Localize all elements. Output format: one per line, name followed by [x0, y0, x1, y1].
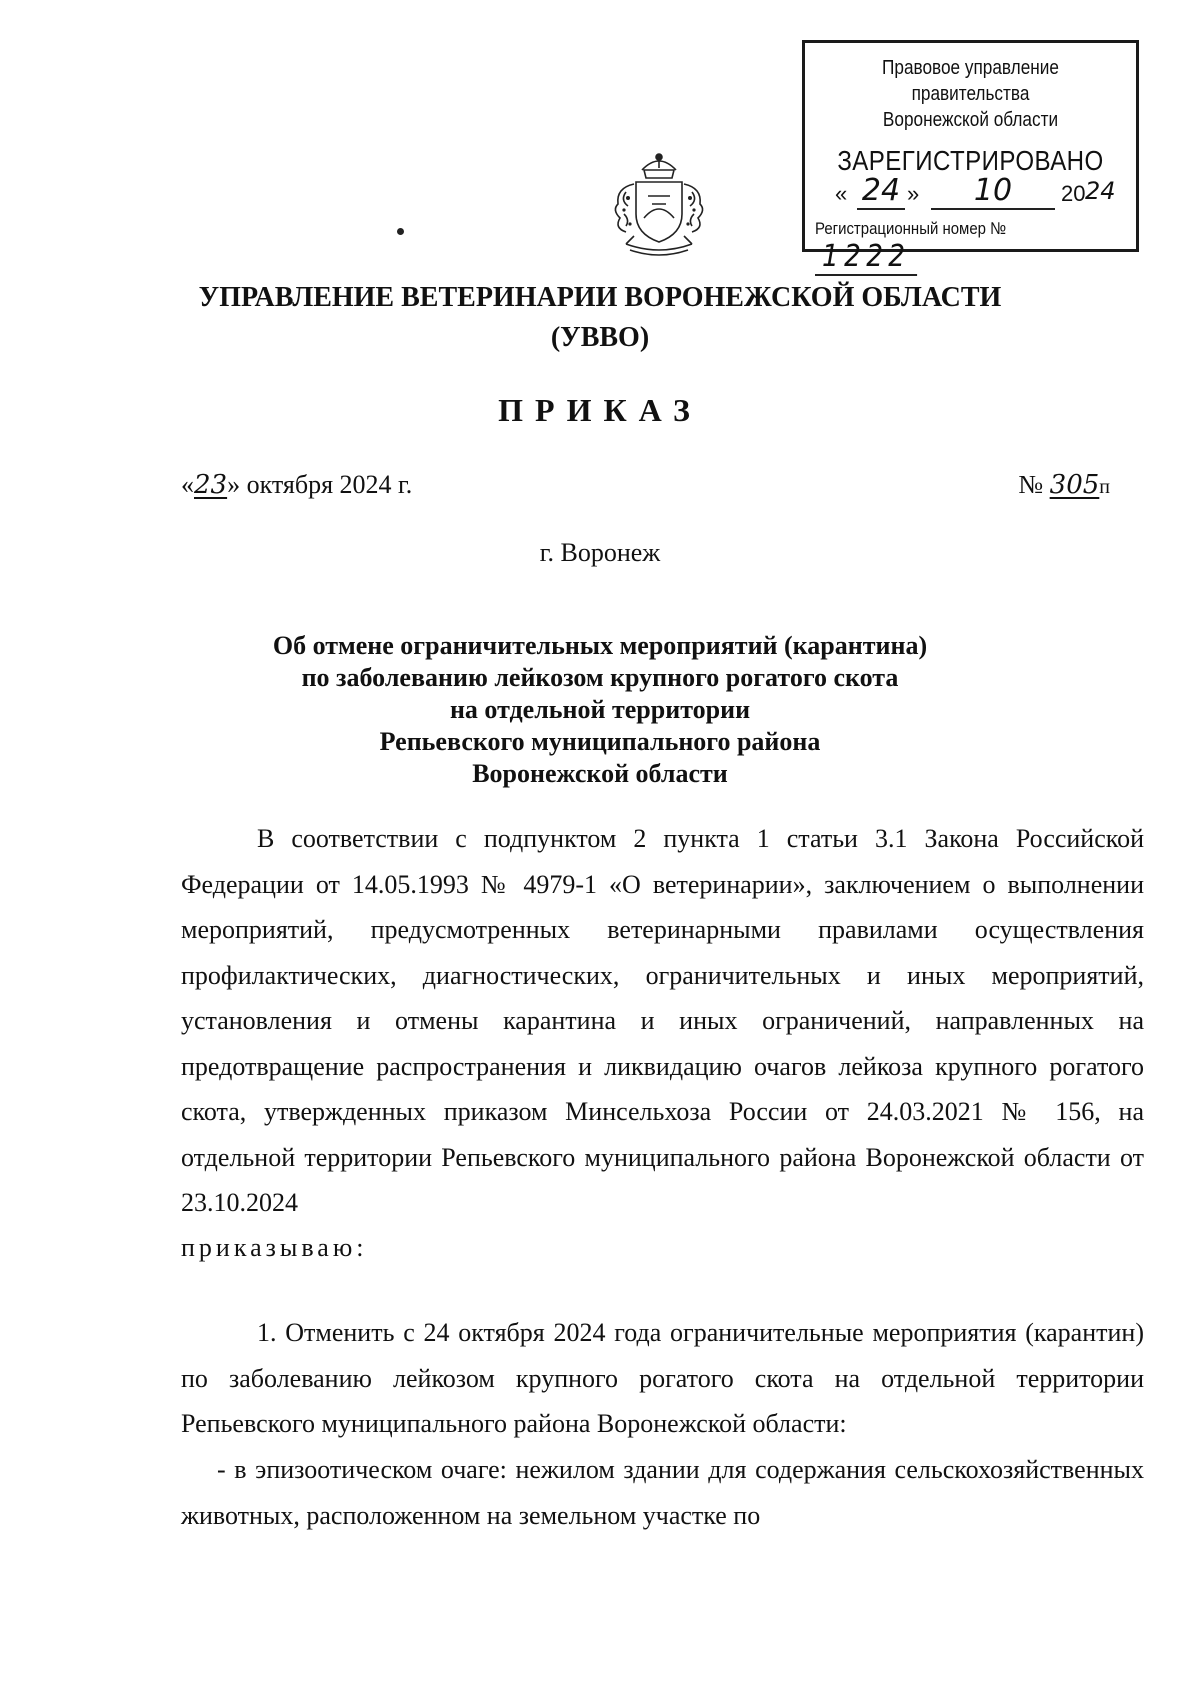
city: г. Воронеж — [539, 538, 661, 567]
order-number-label: № — [1018, 470, 1050, 499]
order-number-value: 305 — [1049, 470, 1100, 500]
preamble-paragraph: В соответствии с подпунктом 2 пункта 1 статьи 3.1 Закона Российской Федерации от 14.05.1993 № 4979-1 «О ветеринарии», заключением о выполнении мероприятий, предусмотренных ветеринарными правилами осуществления профилактических, диагностических, ограничительных и иных мероприятий, установления и отмены карантина и иных ограничений, направленных на предотвращение распространения и ликвидацию очагов лейкоза крупного рогатого скота, утвержденных приказом Минсельхоза России от 24.03.2021 № 156, на отдельной территории Репьевского муниципального района Воронежской области от 23.10.2024 — [181, 824, 1144, 1217]
order-number-suffix: п — [1099, 476, 1110, 498]
stamp-date-month: 10 — [931, 173, 1055, 210]
subject-line: на отдельной территории — [449, 695, 751, 724]
date-open-quote: « — [181, 470, 194, 499]
order-date-rest: » октября 2024 г. — [227, 470, 413, 499]
subject-line: по заболеванию лейкозом крупного рогатого скота — [301, 663, 899, 692]
stamp-organization — [828, 55, 1113, 133]
organization-title — [0, 278, 1200, 358]
clause-1-paragraph: 1. Отменить с 24 октября 2024 года ограничительные мероприятия (карантин) по заболеванию лейкозом крупного рогатого скота на отдельной территории Репьевского муниципального района Воронежской области: — [181, 1318, 1144, 1438]
subject-line: Об отмене ограничительных мероприятий (карантина) — [272, 631, 928, 660]
order-date — [181, 470, 412, 500]
subject-line: Воронежской области — [472, 759, 728, 788]
ink-dot — [397, 228, 404, 235]
order-number — [1018, 470, 1110, 500]
stamp-date-year-prefix: 20 — [1061, 181, 1086, 206]
stamp-org-line1: Правовое управление правительства — [882, 57, 1059, 105]
subject-line: Репьевского муниципального района — [379, 727, 821, 756]
document-type: ПРИКАЗ — [498, 392, 702, 428]
stamp-reg-number — [815, 219, 1097, 274]
stamp-org-line2: Воронежской области — [882, 109, 1059, 131]
stamp-date: « 24 » 10 20 24 — [835, 173, 1116, 208]
decree-word: приказываю: — [181, 1233, 368, 1262]
organization-name: УПРАВЛЕНИЕ ВЕТЕРИНАРИИ ВОРОНЕЖСКОЙ ОБЛАСТИ — [198, 282, 1002, 313]
order-subject — [0, 630, 1200, 790]
stamp-date-day: 24 — [857, 173, 905, 210]
stamp-reg-number-value: 1222 — [815, 239, 917, 276]
stamp-reg-number-label: Регистрационный номер № — [815, 219, 1007, 238]
stamp-registered-label: ЗАРЕГИСТРИРОВАНО — [837, 145, 1104, 176]
registration-stamp — [802, 40, 1139, 274]
stamp-date-year-suffix: 24 — [1085, 177, 1116, 205]
organization-abbreviation: (УВВО) — [550, 322, 650, 353]
coat-of-arms-icon — [604, 148, 714, 260]
order-date-day: 23 — [194, 470, 228, 500]
clause-1-item: - в эпизоотическом очаге: нежилом здании для содержания сельскохозяйственных животных, расположенном на земельном участке по — [181, 1455, 1144, 1530]
